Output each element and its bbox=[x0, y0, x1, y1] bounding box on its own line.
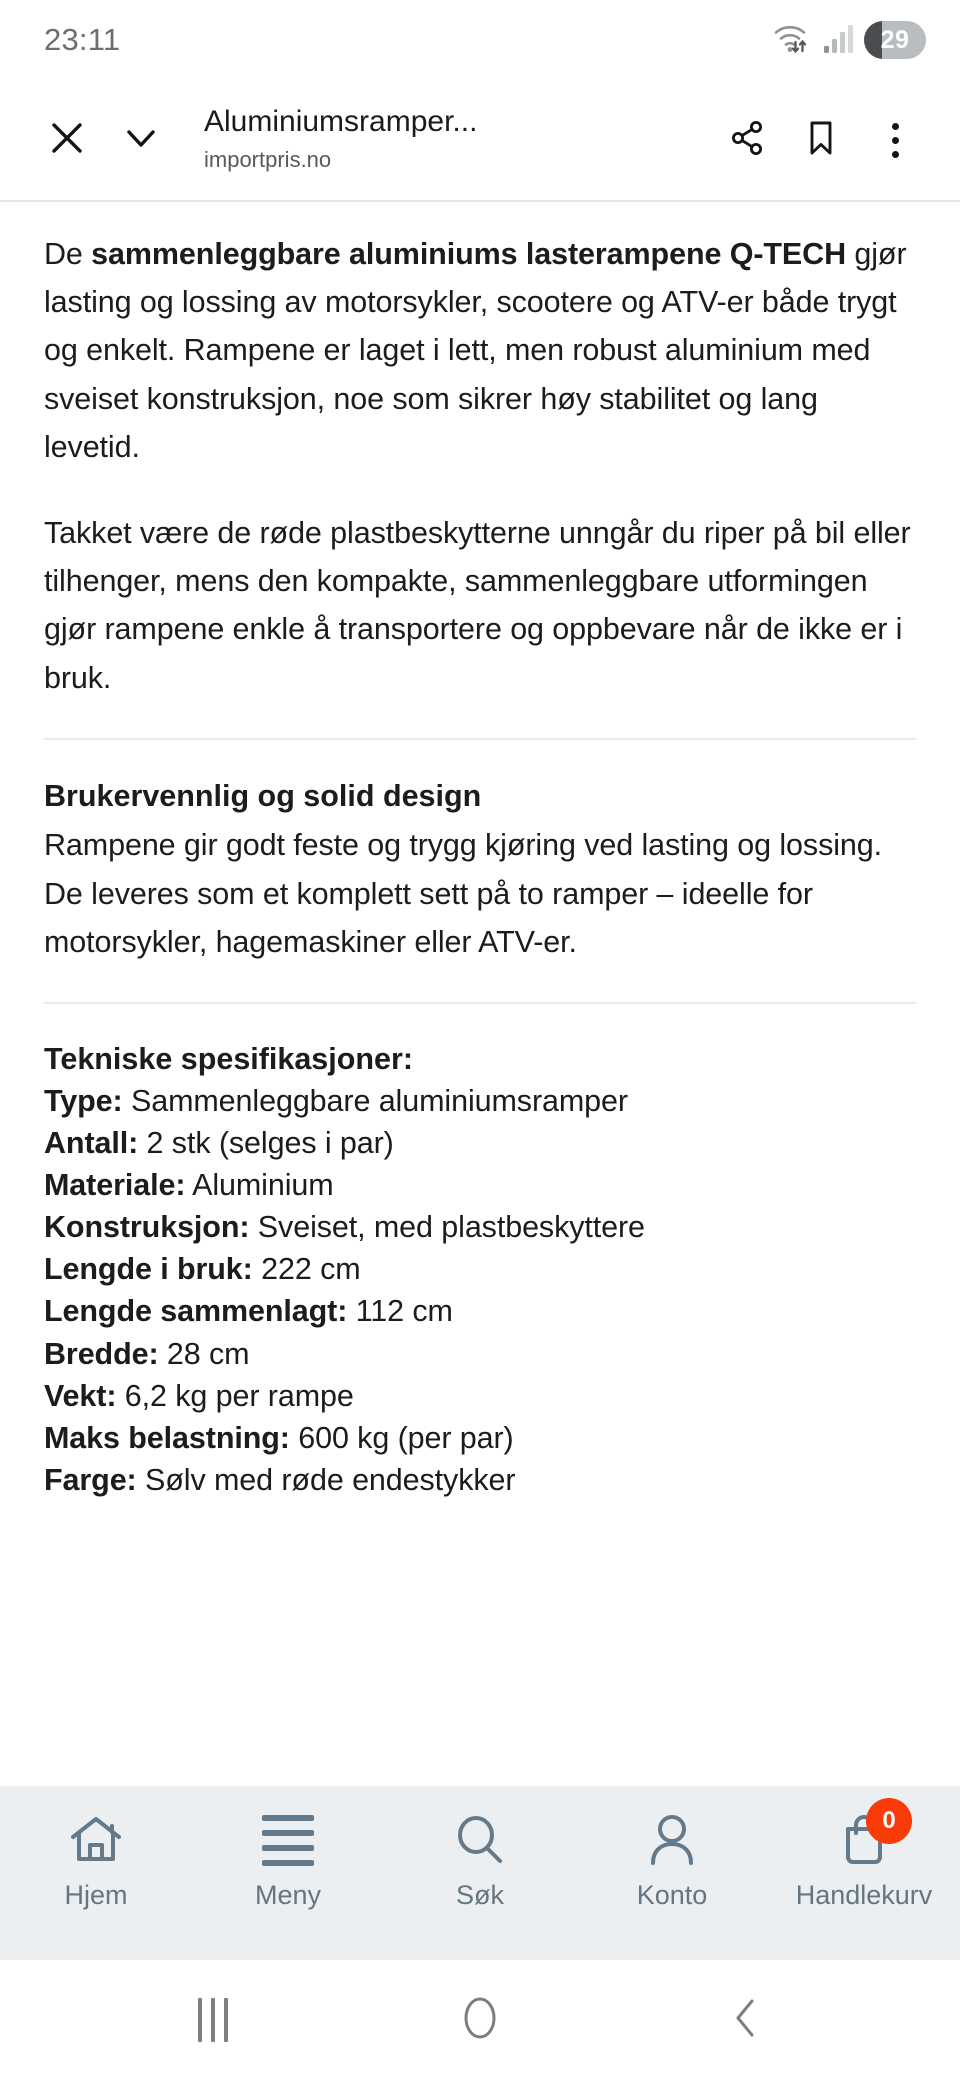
status-bar-indicators bbox=[772, 20, 926, 61]
cart-count-badge: 0 bbox=[866, 1798, 912, 1844]
nav-item-sok[interactable] bbox=[384, 1812, 576, 1910]
paragraph-protectors: Takket være de røde plastbeskytterne unngår du riper på bil eller tilhenger, mens den kompakte, sammenleggbare utformingen gjør rampene enkle å transportere og oppbevare når de ikke er i bruk. bbox=[44, 515, 911, 695]
nav-item-hjem[interactable] bbox=[0, 1812, 192, 1910]
spec-key: Maks belastning: bbox=[44, 1420, 290, 1455]
page-domain: importpris.no bbox=[204, 146, 332, 172]
table-row bbox=[44, 1248, 916, 1290]
hamburger-menu-icon bbox=[262, 1812, 314, 1868]
paragraph-intro-lead: De bbox=[44, 237, 92, 271]
nav-label-handlekurv: Handlekurv bbox=[795, 1880, 933, 1910]
spec-key: Materiale: bbox=[44, 1168, 186, 1203]
bookmark-button[interactable] bbox=[784, 103, 858, 177]
more-options-icon bbox=[892, 123, 899, 158]
spec-value: 222 cm bbox=[252, 1252, 361, 1287]
paragraph-intro-bold: sammenleggbare aluminiums lasterampene Q-TECH bbox=[91, 237, 847, 271]
table-row bbox=[44, 1206, 916, 1248]
battery-fill-level bbox=[864, 21, 882, 59]
back-button[interactable] bbox=[692, 1980, 802, 2060]
spec-key: Farge: bbox=[44, 1462, 137, 1497]
spec-value: Sveiset, med plastbeskyttere bbox=[249, 1210, 645, 1245]
spec-key: Antall: bbox=[44, 1126, 139, 1161]
browser-toolbar bbox=[0, 80, 960, 202]
table-row bbox=[44, 1080, 916, 1122]
hamburger-lines bbox=[262, 1815, 314, 1866]
status-bar-clock: 23:11 bbox=[44, 22, 121, 57]
spec-value: Sammenleggbare aluminiumsramper bbox=[122, 1084, 628, 1119]
chevron-down-icon bbox=[121, 118, 161, 163]
table-row bbox=[44, 1459, 916, 1501]
bookmark-icon bbox=[803, 118, 839, 163]
close-icon bbox=[48, 119, 86, 162]
nav-item-meny[interactable] bbox=[192, 1812, 384, 1910]
more-options-button[interactable] bbox=[858, 103, 932, 177]
table-row bbox=[44, 1290, 916, 1332]
wifi-icon bbox=[772, 20, 814, 61]
spec-key: Type: bbox=[44, 1084, 123, 1119]
battery-indicator bbox=[864, 21, 926, 59]
recent-apps-button[interactable] bbox=[158, 1980, 268, 2060]
back-button-icon bbox=[725, 1993, 769, 2048]
home-button[interactable] bbox=[425, 1980, 535, 2060]
article-content bbox=[0, 202, 960, 1786]
shopping-cart-icon bbox=[838, 1807, 896, 1868]
table-row bbox=[44, 1164, 916, 1206]
section-design-body: Rampene gir godt feste og trygg kjøring ved lasting og lossing. De leveres som et komplett sett på to ramper – ideelle for motorsykler, hagemaskiner eller ATV-er. bbox=[44, 828, 882, 959]
spec-value: 6,2 kg per rampe bbox=[116, 1378, 354, 1413]
spec-value: 112 cm bbox=[347, 1294, 453, 1329]
share-icon bbox=[727, 118, 767, 163]
spec-key: Vekt: bbox=[44, 1378, 117, 1413]
spec-value: 600 kg (per par) bbox=[289, 1420, 514, 1455]
spec-key: Lengde i bruk: bbox=[44, 1252, 253, 1287]
table-row bbox=[44, 1333, 916, 1375]
paragraph-intro-rest: gjør lasting og lossing av motorsykler, scootere og ATV-er både trygt og enkelt. Rampene er laget i lett, men robust aluminium med sveiset konstruksjon, noe som sikrer høy stabilitet og lang levetid. bbox=[44, 237, 907, 464]
status-bar bbox=[0, 0, 960, 80]
table-row bbox=[44, 1375, 916, 1417]
section-design bbox=[44, 774, 916, 966]
specs-heading: Tekniske spesifikasjoner: bbox=[44, 1042, 413, 1076]
nav-label-sok: Søk bbox=[455, 1880, 504, 1910]
spec-value: 28 cm bbox=[158, 1336, 250, 1371]
close-button[interactable] bbox=[30, 103, 104, 177]
cellular-signal-icon bbox=[823, 22, 855, 59]
nav-label-meny: Meny bbox=[254, 1880, 322, 1910]
section-divider-1 bbox=[44, 738, 916, 740]
table-row bbox=[44, 1417, 916, 1459]
page-title-block[interactable] bbox=[178, 105, 710, 174]
account-person-icon bbox=[645, 1812, 699, 1868]
nav-label-hjem: Hjem bbox=[64, 1880, 128, 1910]
battery-percent-label: 29 bbox=[880, 25, 910, 54]
spec-key: Konstruksjon: bbox=[44, 1210, 250, 1245]
home-button-icon bbox=[457, 1993, 503, 2048]
specs-list bbox=[44, 1080, 916, 1501]
home-icon bbox=[68, 1812, 124, 1868]
nav-label-konto: Konto bbox=[636, 1880, 708, 1910]
section-design-heading: Brukervennlig og solid design bbox=[44, 778, 482, 813]
spec-value: Sølv med røde endestykker bbox=[136, 1462, 516, 1497]
android-system-nav bbox=[0, 1960, 960, 2080]
site-bottom-nav bbox=[0, 1786, 960, 1960]
spec-key: Lengde sammenlagt: bbox=[44, 1294, 348, 1329]
spec-value: Aluminium bbox=[185, 1168, 334, 1203]
recent-apps-icon bbox=[198, 1998, 228, 2042]
nav-item-konto[interactable] bbox=[576, 1812, 768, 1910]
spec-key: Bredde: bbox=[44, 1336, 159, 1371]
share-button[interactable] bbox=[710, 103, 784, 177]
section-divider-2 bbox=[44, 1002, 916, 1004]
section-specs bbox=[44, 1038, 916, 1501]
search-icon bbox=[452, 1812, 508, 1868]
nav-item-handlekurv[interactable] bbox=[768, 1807, 960, 1910]
collapse-button[interactable] bbox=[104, 103, 178, 177]
table-row bbox=[44, 1122, 916, 1164]
spec-value: 2 stk (selges i par) bbox=[138, 1126, 394, 1161]
page-title: Aluminiumsramper... bbox=[204, 105, 478, 139]
paragraph-intro bbox=[44, 202, 916, 471]
